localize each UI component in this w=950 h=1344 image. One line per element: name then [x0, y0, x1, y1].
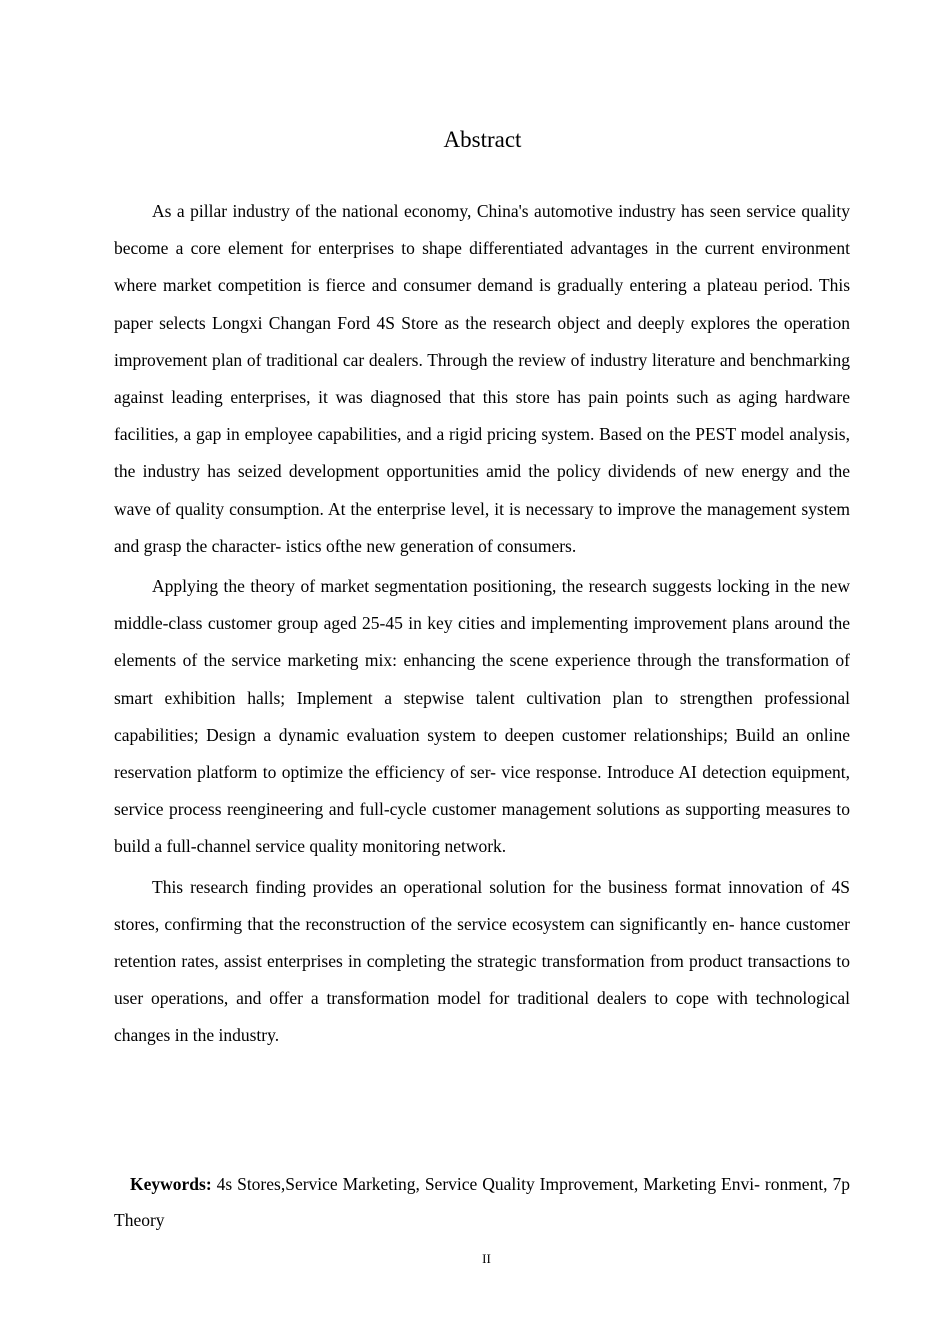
keywords-text: 4s Stores,Service Marketing, Service Quality Improvement, Marketing Envi- ronment, 7p Theory: [114, 1174, 850, 1230]
keywords-label: Keywords:: [130, 1174, 212, 1194]
keywords-line: [114, 1166, 850, 1238]
abstract-title: Abstract: [443, 127, 522, 152]
abstract-body: [114, 193, 850, 1058]
abstract-paragraph-1: As a pillar industry of the national economy, China's automotive industry has seen service quality become a core element for enterprises to shape differentiated advantages in the current environment where market competition is fierce and consumer demand is gradually entering a plateau period. This paper selects Longxi Changan Ford 4S Store as the research object and deeply explores the operation improvement plan of traditional car dealers. Through the review of industry literature and benchmarking against leading enterprises, it was diagnosed that this store has pain points such as aging hardware facilities, a gap in employee capabilities, and a rigid pricing system. Based on the PEST model analysis, the industry has seized development opportunities amid the policy dividends of new energy and the wave of quality consumption. At the enterprise level, it is necessary to improve the management system and grasp the character- istics ofthe new generation of consumers.: [114, 201, 850, 556]
page-number: II: [482, 1251, 491, 1266]
abstract-paragraph-2: Applying the theory of market segmentation positioning, the research suggests locking in the new middle-class customer group aged 25-45 in key cities and implementing improvement plans around the elements of the service marketing mix: enhancing the scene experience through the transformation of smart exhibition halls; Implement a stepwise talent cultivation plan to strengthen professional capabilities; Design a dynamic evaluation system to deepen customer relationships; Build an online reservation platform to optimize the efficiency of ser- vice response. Introduce AI detection equipment, service process reengineering and full-cycle customer management solutions as supporting measures to build a full-channel service quality monitoring network.: [114, 576, 850, 857]
abstract-paragraph-3: This research finding provides an operational solution for the business format innovation of 4S stores, confirming that the reconstruction of the service ecosystem can significantly en- hance customer retention rates, assist enterprises in completing the strategic transformation from product transactions to user operations, and offer a transformation model for traditional dealers to cope with technological changes in the industry.: [114, 876, 850, 1046]
